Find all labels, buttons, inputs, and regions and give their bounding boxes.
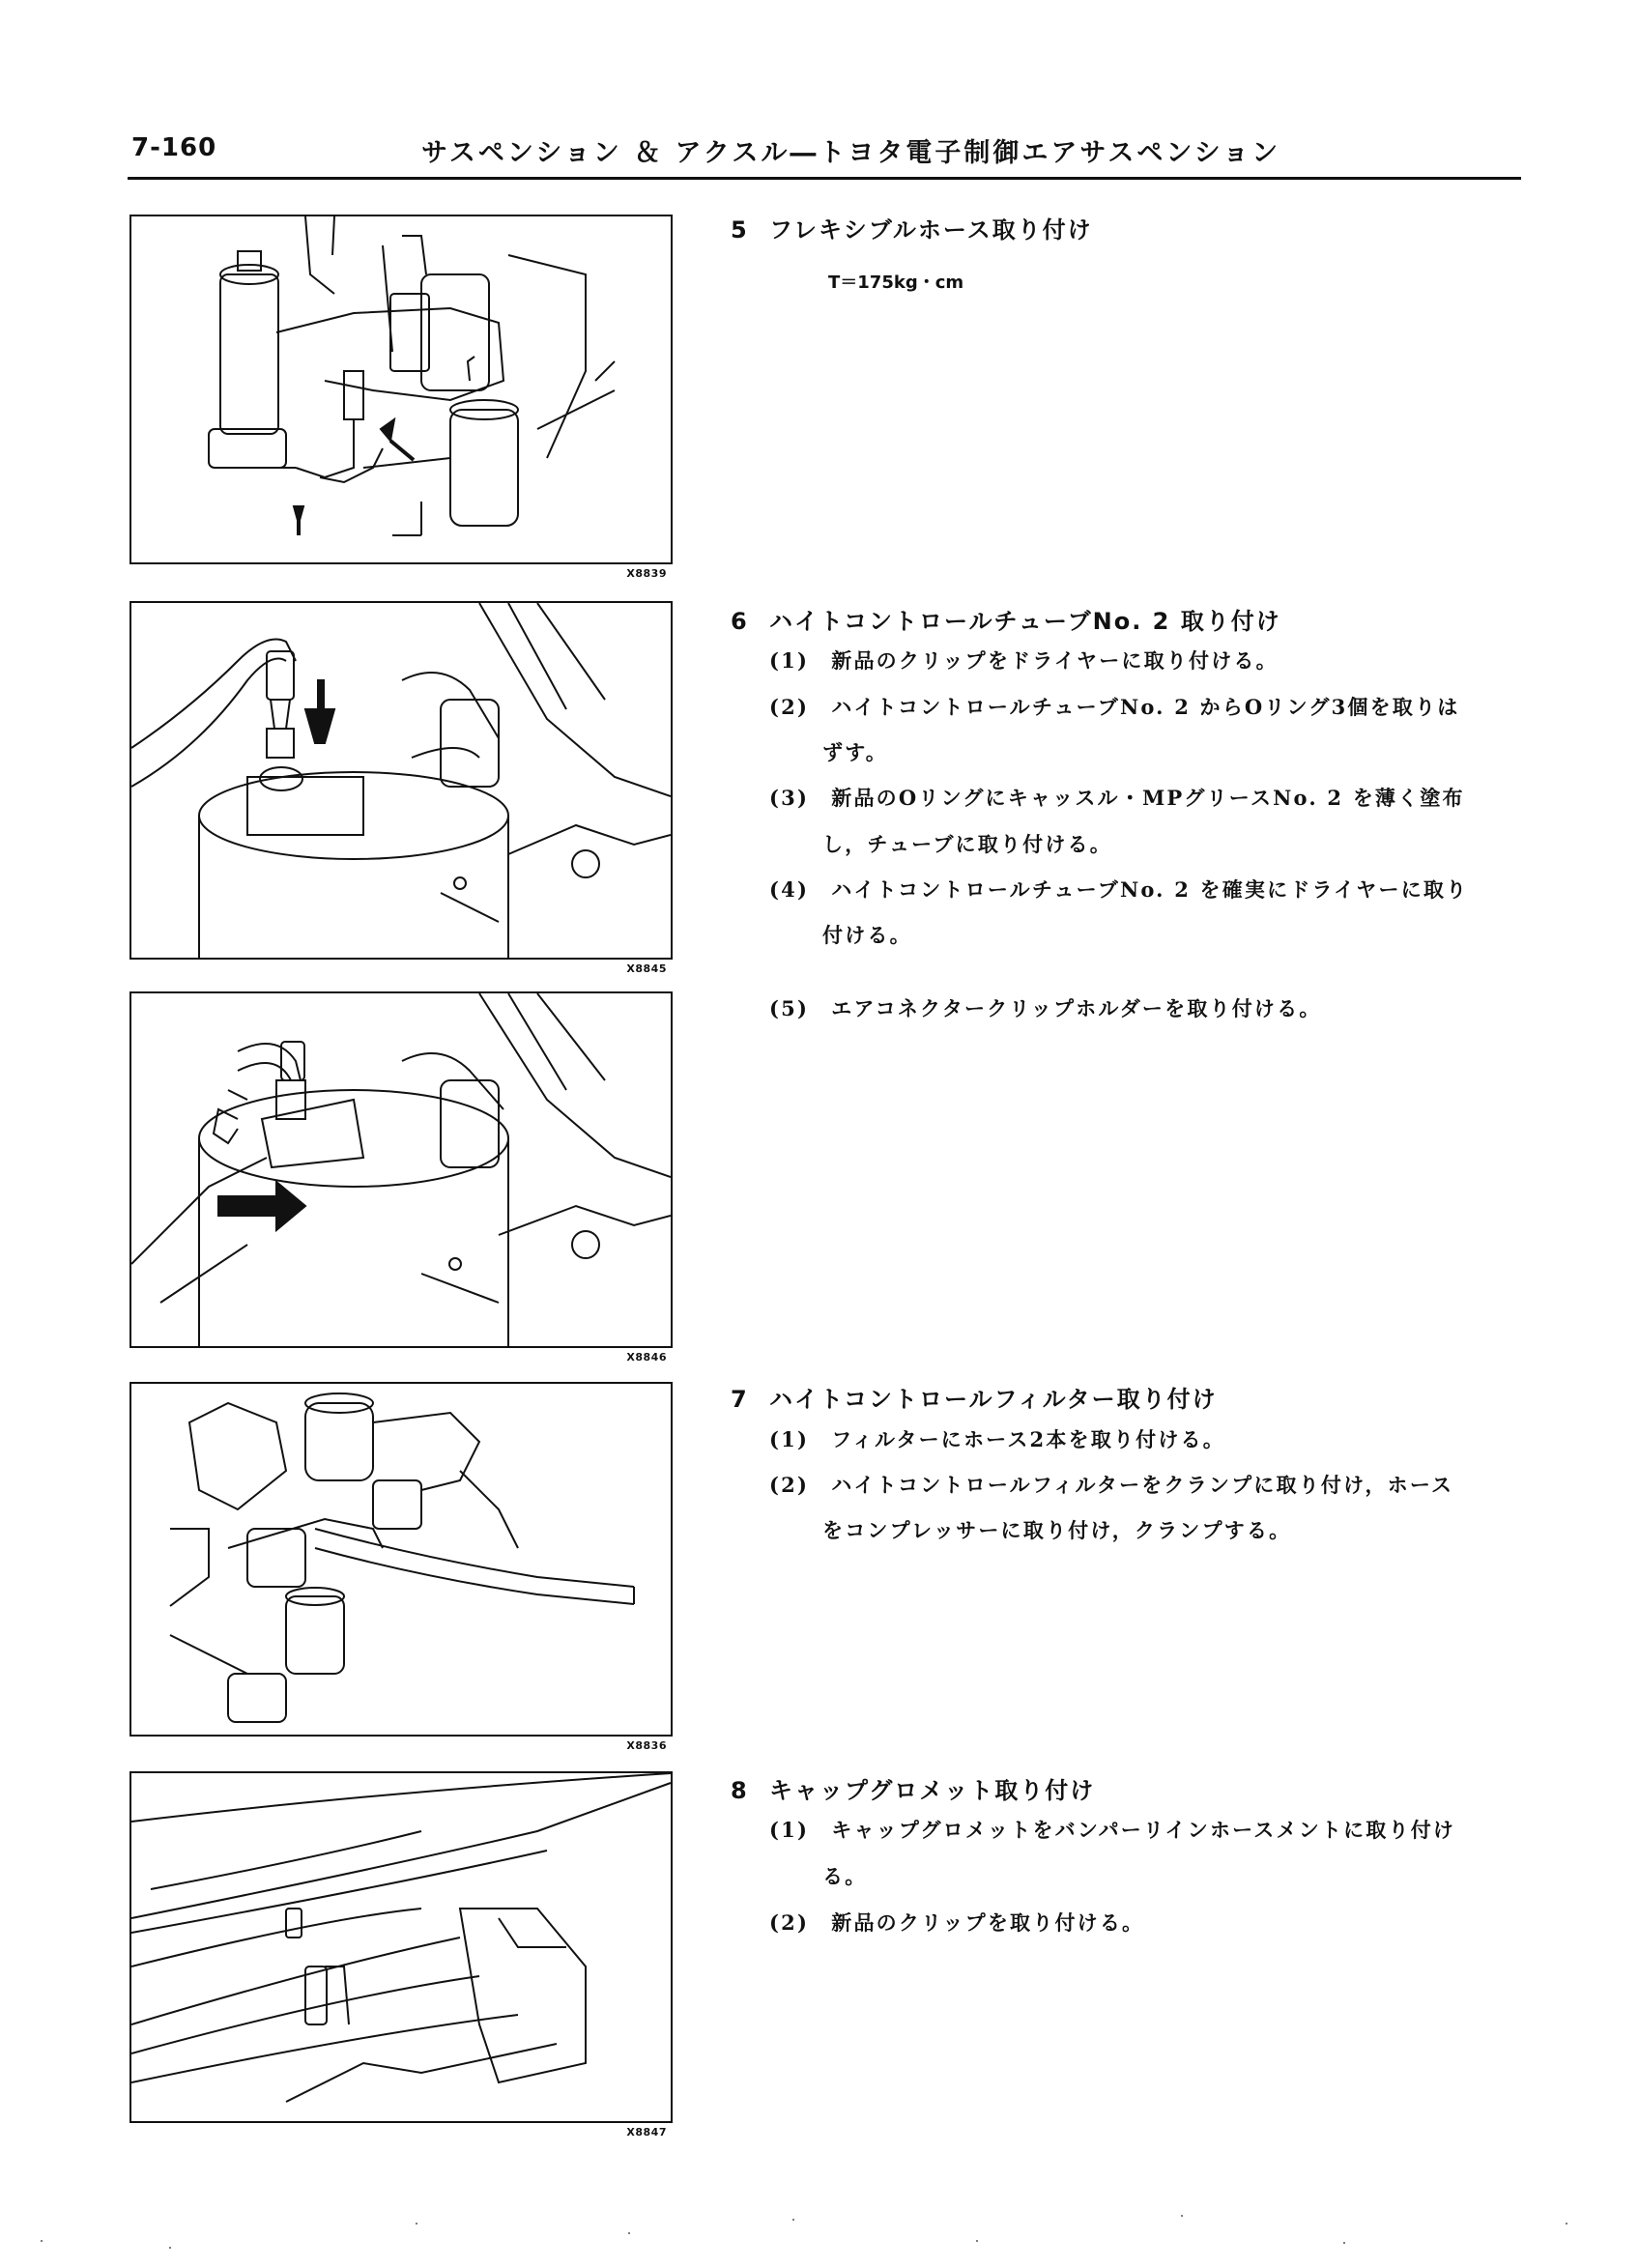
step-number: 7: [731, 1386, 749, 1413]
figure-code: X8845: [626, 962, 667, 975]
figure-code: X8847: [626, 2126, 667, 2139]
step-title-text: キャップグロメット取り付け: [769, 1777, 1096, 1804]
step-5-title: [731, 211, 1093, 244]
step-7-line: をコンプレッサーに取り付け，クランプする。: [822, 1518, 1292, 1542]
figure-code: X8846: [626, 1351, 667, 1364]
step-8-line: (2) 新品のクリップを取り付ける。: [769, 1910, 1145, 1935]
step-8-line: る。: [822, 1864, 868, 1888]
figure-air-connector-clip: [129, 991, 673, 1364]
scan-speck: [1181, 2215, 1183, 2217]
figure-flexible-hose: [129, 215, 673, 580]
scan-speck: [1343, 2242, 1345, 2244]
step-6-line: 付ける。: [822, 923, 912, 947]
figure-cap-grommet: [129, 1771, 673, 2139]
scan-speck: [1566, 2223, 1567, 2225]
figure-code: X8839: [626, 567, 667, 580]
height-control-tube-illustration: [131, 603, 671, 958]
step-6-line: (4) ハイトコントロールチューブNo. 2 を確実にドライヤーに取り: [769, 877, 1469, 902]
figure-code: X8836: [626, 1739, 667, 1752]
figure-height-control-filter: [129, 1382, 673, 1752]
page-number: 7-160: [131, 133, 217, 162]
air-connector-clip-illustration: [131, 993, 671, 1346]
header-divider: [128, 177, 1521, 180]
torque-spec: T＝175kg・cm: [828, 273, 964, 293]
step-8-title: [731, 1771, 1095, 1805]
step-6-line: (1) 新品のクリップをドライヤーに取り付ける。: [769, 648, 1279, 673]
step-7-line: (2) ハイトコントロールフィルターをクランプに取り付け，ホース: [769, 1473, 1454, 1497]
step-6-line: ずす。: [822, 740, 888, 764]
cap-grommet-illustration: [131, 1773, 671, 2121]
scan-speck: [792, 2219, 794, 2221]
step-6-title: [731, 602, 1281, 636]
step-6-line: (2) ハイトコントロールチューブNo. 2 からOリング3個を取りは: [769, 695, 1460, 719]
step-8-line: (1) キャップグロメットをバンパーリインホースメントに取り付け: [769, 1818, 1456, 1842]
scan-speck: [41, 2240, 43, 2242]
step-number: 6: [731, 608, 749, 635]
section-title: サスペンション ＆ アクスル―トヨタ電子制御エアサスペンション: [421, 138, 1281, 168]
step-title-text: フレキシブルホース取り付け: [769, 216, 1093, 244]
scan-speck: [169, 2247, 171, 2249]
flexible-hose-illustration: [131, 216, 671, 562]
step-number: 5: [731, 216, 749, 244]
figure-height-control-tube: [129, 601, 673, 975]
step-6-line: (3) 新品のOリングにキャッスル・MPグリースNo. 2 を薄く塗布: [769, 786, 1465, 810]
step-title-text: ハイトコントロールフィルター取り付け: [769, 1386, 1218, 1413]
step-7-title: [731, 1380, 1218, 1414]
scan-speck: [976, 2240, 978, 2242]
scan-speck: [628, 2232, 630, 2234]
step-title-text: ハイトコントロールチューブNo. 2 取り付け: [769, 608, 1281, 635]
step-6-line: し，チューブに取り付ける。: [822, 832, 1112, 856]
height-control-filter-illustration: [131, 1384, 671, 1735]
step-number: 8: [731, 1777, 749, 1804]
step-6-line: (5) エアコネクタークリップホルダーを取り付ける。: [769, 996, 1322, 1020]
scan-speck: [416, 2223, 417, 2225]
step-7-line: (1) フィルターにホース2本を取り付ける。: [769, 1427, 1225, 1451]
